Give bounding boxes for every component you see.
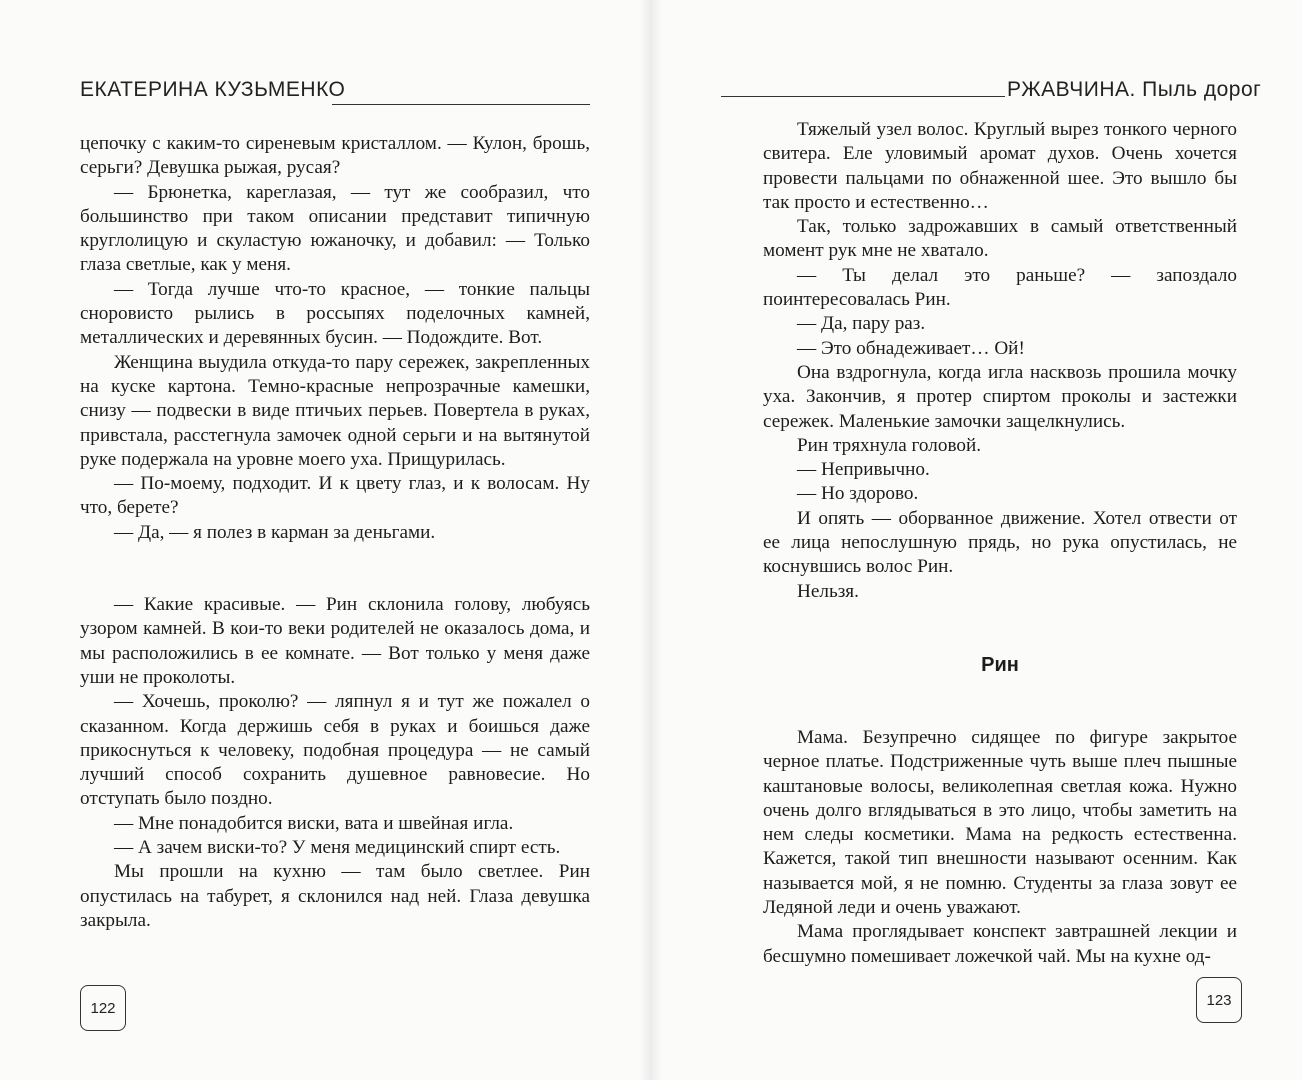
- paragraph: — Тогда лучше что-то красное, — тонкие пальцы сноровисто рылись в россыпях поделочных камней, металлических и деревянных бусин. — Подождите. Вот.: [80, 278, 590, 349]
- paragraph: — Да, пару раз.: [797, 313, 926, 335]
- page-number: 122: [80, 985, 126, 1031]
- paragraph: И опять — оборванное движение. Хотел отвести от ее лица непослушную прядь, но рука опустилась, не коснувшись волос Рин.: [763, 507, 1237, 578]
- running-head-author: ЕКАТЕРИНА КУЗЬМЕНКО: [80, 78, 346, 101]
- paragraph: — Ты делал это раньше? — запоздало поинтересовалась Рин.: [763, 264, 1237, 311]
- paragraph: Рин тряхнула головой.: [797, 434, 982, 456]
- paragraph: Тяжелый узел волос. Круглый вырез тонкого черного свитера. Еле уловимый аромат духов. Очень хочется провести пальцами по обнаженной шее. Это вышло бы так просто и естественно…: [763, 119, 1237, 213]
- right-page-body: [763, 118, 1237, 969]
- paragraph: — Мне понадобится виски, вата и швейная игла.: [114, 812, 514, 834]
- paragraph: Женщина выудила откуда-то пару сережек, закрепленных на куске картона. Темно-красные непрозрачные камешки, снизу — подвески в виде птичьих перьев. Повертела в руках, привстала, расстегнула замочек одной серьги и на вытянутой руке подержала на уровне моего уха. Прищурилась.: [80, 351, 590, 470]
- section-break: [763, 604, 1237, 653]
- paragraph: — Это обнадеживает… Ой!: [797, 337, 1025, 359]
- page-number: 123: [1196, 977, 1242, 1023]
- paragraph: — Хочешь, проколю? — ляпнул я и тут же пожалел о сказанном. Когда держишь себя в руках и боишься даже прикоснуться к человеку, подобная процедура — не самый лучший способ сохранить душевное равновесие. Но отступать было поздно.: [80, 691, 590, 810]
- paragraph: Она вздрогнула, когда игла насквозь прошила мочку уха. Закончив, я протер спиртом проколы и застежки сережек. Маленькие замочки защелкнулись.: [763, 361, 1237, 432]
- right-page: [651, 0, 1302, 1080]
- section-break: [763, 677, 1237, 726]
- chapter-title: Рин: [981, 653, 1019, 676]
- paragraph: цепочку с каким-то сиреневым кристаллом. — Кулон, брошь, серьги? Девушка рыжая, русая?: [80, 133, 590, 179]
- paragraph: Мама. Безупречно сидящее по фигуре закрытое черное платье. Подстриженные чуть выше плеч пышные каштановые волосы, великолепная светлая кожа. Нужно очень долго вглядываться в это лицо, чтобы заметить на нем следы косметики. Мама на редкость естественна. Кажется, такой тип внешности называют осенним. Как называется мой, я не помню. Студенты за глаза зовут ее Ледяной леди и очень уважают.: [763, 726, 1237, 919]
- paragraph: — Да, — я полез в карман за деньгами.: [114, 521, 436, 543]
- paragraph: Нельзя.: [797, 580, 859, 602]
- running-head-rule: [721, 96, 1005, 97]
- paragraph: — Какие красивые. — Рин склонила голову, любуясь узором камней. В кои-то веки родителей не оказалось дома, и мы расположились в ее комнате. — Вот только у меня даже уши не проколоты.: [80, 594, 590, 688]
- scene-break: [80, 545, 590, 593]
- paragraph: Мама проглядывает конспект завтрашней лекции и бесшумно помешивает ложечкой чай. Мы на кухне од-: [763, 921, 1237, 967]
- paragraph: Так, только задрожавших в самый ответственный момент рук мне не хватало.: [763, 216, 1237, 262]
- left-page-body: [80, 132, 590, 933]
- paragraph: — Но здорово.: [797, 483, 919, 505]
- running-head-rule: [332, 104, 590, 105]
- paragraph: — А зачем виски-то? У меня медицинский спирт есть.: [114, 837, 561, 859]
- running-head-title: РЖАВЧИНА. Пыль дорог: [1007, 78, 1262, 101]
- paragraph: — Брюнетка, кареглазая, — тут же сообразил, что большинство при таком описании представит типичную круглолицую и скуластую южаночку, и добавил: — Только глаза светлые, как у меня.: [80, 181, 590, 276]
- paragraph: — По-моему, подходит. И к цвету глаз, и к волосам. Ну что, берете?: [80, 473, 590, 519]
- paragraph: Мы прошли на кухню — там было светлее. Рин опустилась на табурет, я склонился над ней. Глаза девушка закрыла.: [80, 861, 590, 931]
- paragraph: — Непривычно.: [797, 459, 930, 481]
